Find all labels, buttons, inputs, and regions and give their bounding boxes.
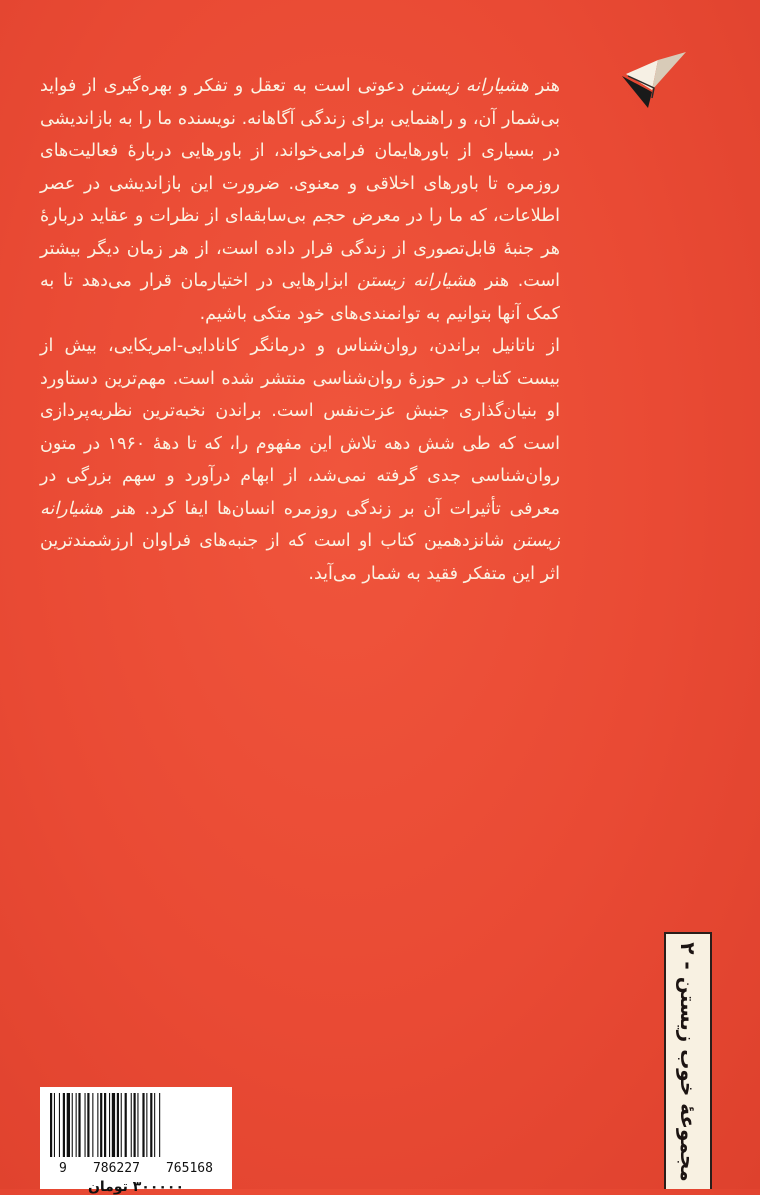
barcode-bar: [121, 1093, 122, 1157]
barcode-bar: [134, 1093, 136, 1157]
description-paragraph-1: [40, 70, 560, 330]
barcode-bar: [125, 1093, 127, 1157]
publisher-logo: [618, 48, 688, 110]
barcode-bar: [117, 1093, 119, 1157]
text-run: هنر: [528, 76, 560, 96]
book-title-italic: هشیارانه زیستن: [357, 271, 477, 291]
barcode-bar: [63, 1093, 65, 1157]
text-run: دعوتی است به تعقل و تفکر و بهره‌گیری از فواید بی‌شمار آن، و راهنمایی برای زندگی آگاهانه. نویسنده ما را به بازاندیشی در بسیاری از باورهایمان فرامی‌خواند، از باورهایی دربارهٔ فعالیت‌های روزمره تا باورهای اخلاقی و معنوی. ضرورت این بازاندیشی در عصر اطلاعات، که ما را در معرض حجم بی‌سابقه‌ای از نظرات و عقاید دربارهٔ هر جنبهٔ قابل‌تصوری از زندگی قرار داده است، از هر زمان دیگر بیشتر است. هنر: [40, 76, 560, 291]
series-label-box: [664, 932, 712, 1189]
isbn-prefix: 9: [59, 1161, 67, 1176]
text-run: از ناتانیل براندن، روان‌شناس و درمانگر کانادایی-امریکایی، بیش از بیست کتاب در حوزهٔ روان‌شناسی منتشر شده است. مهم‌ترین دستاورد او بنیان‌گذاری جنبش عزت‌نفس است. براندن نخبه‌ترین نظریه‌پردازی است که طی شش دهه تلاش این مفهوم را، که تا دههٔ ۱۹۶۰ در متون روان‌شناسی جدی گرفته نمی‌شد، از ابهام درآورد و سهم بزرگی در معرفی تأثیرات آن بر زندگی روزمره انسان‌ها ایفا کرد. هنر: [40, 336, 561, 519]
logo-shade-wing: [652, 52, 686, 90]
barcode-bar: [137, 1093, 138, 1157]
price-label: ۳۰۰۰۰۰ تومان: [87, 1179, 185, 1195]
isbn-group-1: 786227: [92, 1161, 140, 1176]
text-run: شانزدهمین کتاب او است که از جنبه‌های فراوان ارزشمندترین اثر این متفکر فقید به شمار می‌آید.: [40, 531, 560, 584]
barcode-bar: [76, 1093, 77, 1157]
barcode-bar: [67, 1093, 70, 1157]
barcode-bar: [154, 1093, 155, 1157]
isbn-number: [40, 1161, 232, 1176]
book-title-italic: هشیارانه زیستن: [411, 76, 529, 96]
barcode-bar: [72, 1093, 73, 1157]
barcode-bar: [146, 1093, 147, 1157]
barcode-label: [40, 1087, 232, 1195]
description-paragraph-2: [40, 330, 560, 590]
barcode-bar: [85, 1093, 86, 1157]
barcode-bar: [92, 1093, 93, 1157]
barcode-bar: [109, 1093, 110, 1157]
barcode-bar: [159, 1093, 160, 1157]
book-title-italic: هشیارانه زیستن: [40, 498, 560, 551]
text-run: ابزارهایی در اختیارمان قرار می‌دهد تا به کمک آنها بتوانیم به توانمندی‌های خود متکی باشیم.: [40, 271, 560, 324]
barcode-bar: [59, 1093, 60, 1157]
barcode-bar: [100, 1093, 102, 1157]
isbn-barcode: [48, 1093, 224, 1157]
back-cover-description: [40, 70, 560, 590]
barcode-bar: [112, 1093, 115, 1157]
barcode-bar: [54, 1093, 55, 1157]
barcode-bar: [97, 1093, 98, 1157]
barcode-bar: [131, 1093, 132, 1157]
barcode-bar: [104, 1093, 106, 1157]
isbn-group-2: 765168: [165, 1161, 213, 1176]
barcode-bar: [150, 1093, 152, 1157]
barcode-bar: [78, 1093, 80, 1157]
series-title: مجموعهٔ خوب زیستن - ۲: [676, 941, 700, 1182]
barcode-bar: [142, 1093, 144, 1157]
barcode-bar: [87, 1093, 89, 1157]
barcode-bar: [50, 1093, 52, 1157]
